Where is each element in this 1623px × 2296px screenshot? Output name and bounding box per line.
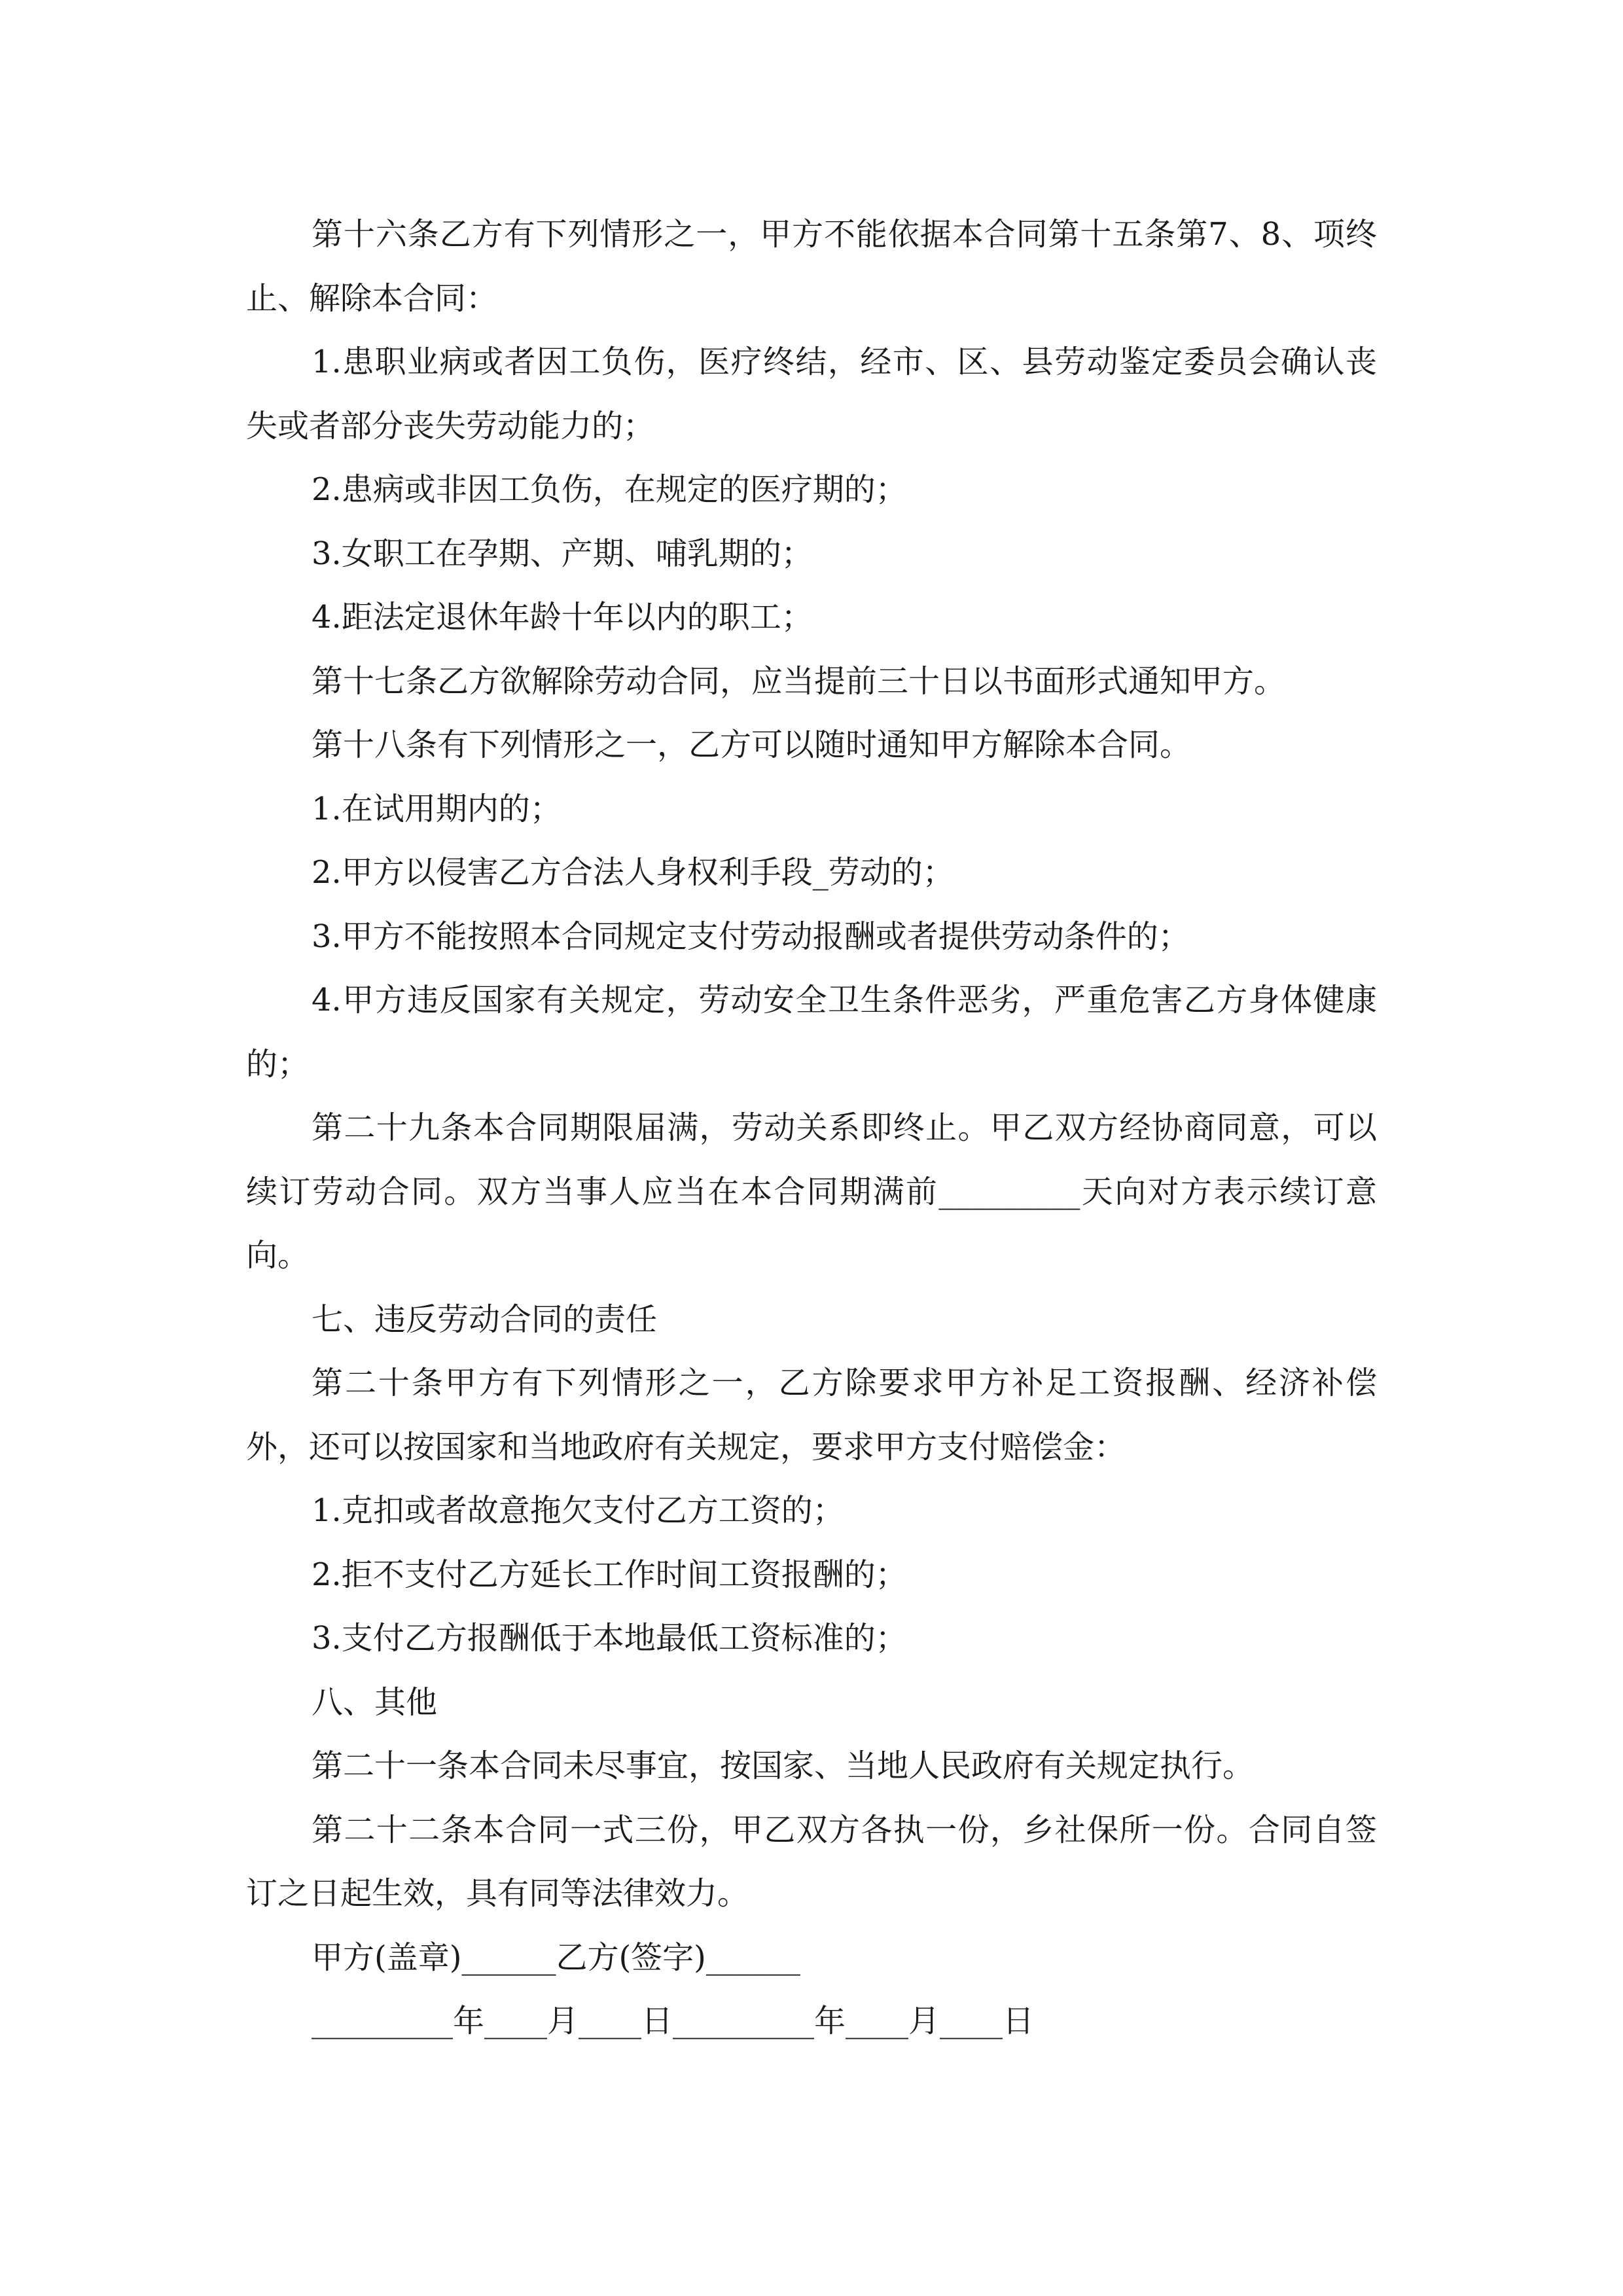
clause-22: 第二十二条本合同一式三份，甲乙双方各执一份，乡社保所一份。合同自签订之日起生效，具有同等法律效力。 [246, 1811, 1377, 1912]
clause-16-item-4: 4.距法定退休年龄十年以内的职工； [312, 599, 813, 636]
clause-18-item-3: 3.甲方不能按照本合同规定支付劳动报酬或者提供劳动条件的； [312, 918, 1190, 955]
document-page [246, 203, 1377, 2054]
clause-20-item-2: 2.拒不支付乙方延长工作时间工资报酬的； [312, 1556, 907, 1593]
clause-18: 第十八条有下列情形之一，乙方可以随时通知甲方解除本合同。 [312, 726, 1192, 763]
clause-18-item-2: 2.甲方以侵害乙方合法人身权利手段_劳动的； [312, 854, 954, 891]
section-8-heading: 八、其他 [312, 1683, 438, 1721]
clause-16: 第十六条乙方有下列情形之一，甲方不能依据本合同第十五条第7、8、项终止、解除本合同： [246, 216, 1377, 317]
clause-29: 第二十九条本合同期限届满，劳动关系即终止。甲乙双方经协商同意，可以续订劳动合同。双方当事人应当在本合同期满前_________天向对方表示续订意向。 [246, 1109, 1377, 1274]
signature-line: 甲方(盖章)______乙方(签字)______ [312, 1939, 800, 1976]
clause-16-item-2: 2.患病或非因工负伤，在规定的医疗期的； [312, 471, 907, 508]
clause-20-item-1: 1.克扣或者故意拖欠支付乙方工资的； [312, 1492, 844, 1529]
clause-18-item-4: 4.甲方违反国家有关规定，劳动安全卫生条件恶劣，严重危害乙方身体健康的； [246, 982, 1377, 1083]
clause-20-item-3: 3.支付乙方报酬低于本地最低工资标准的； [312, 1620, 907, 1657]
clause-16-item-3: 3.女职工在孕期、产期、哺乳期的； [312, 535, 813, 572]
section-7-heading: 七、违反劳动合同的责任 [312, 1300, 658, 1338]
clause-20: 第二十条甲方有下列情形之一，乙方除要求甲方补足工资报酬、经济补偿外，还可以按国家和当地政府有关规定，要求甲方支付赔偿金： [246, 1365, 1377, 1465]
signature-date-line: _________年____月____日_________年____月____日 [312, 2003, 1035, 2039]
clause-17: 第十七条乙方欲解除劳动合同，应当提前三十日以书面形式通知甲方。 [312, 662, 1286, 700]
clause-18-item-1: 1.在试用期内的； [312, 790, 562, 827]
clause-16-item-1: 1.患职业病或者因工负伤，医疗终结，经市、区、县劳动鉴定委员会确认丧失或者部分丧失劳动能力的； [246, 344, 1377, 444]
clause-21: 第二十一条本合同未尽事宜，按国家、当地人民政府有关规定执行。 [312, 1748, 1255, 1784]
